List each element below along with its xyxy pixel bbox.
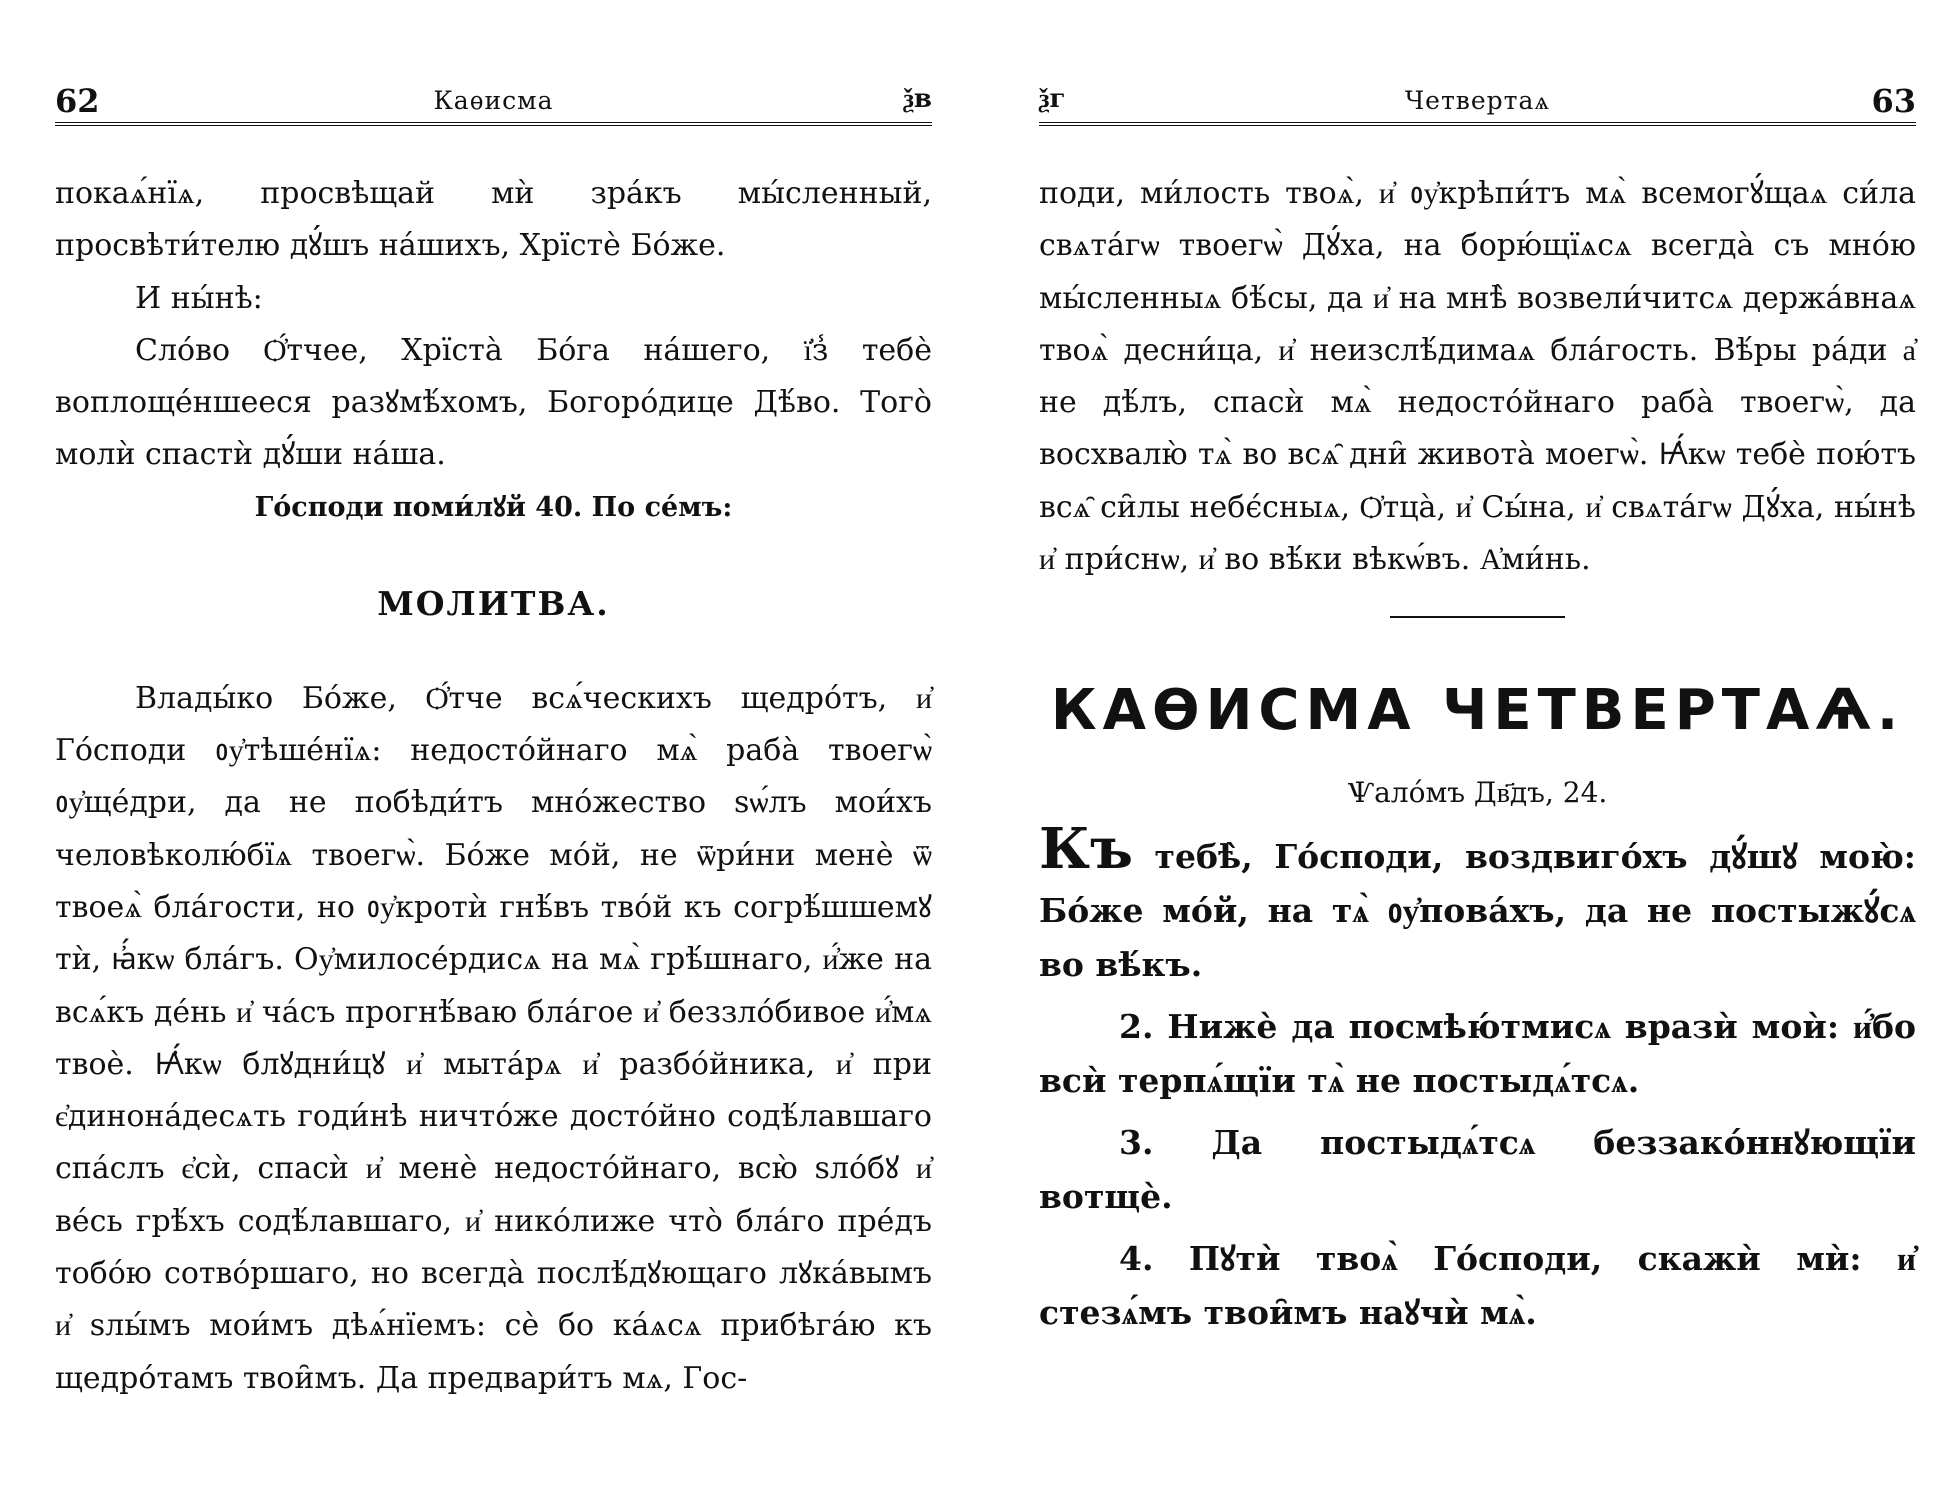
prayer-text: Влады́ко Бо́же, Ѻ҆́тче всѧ́ческихъ щедро́тъ, и҆ Го́споди ᲂу҆тѣше́нїѧ: недосто́йнаго мѧ̀ раба̀ твоегѡ̀ ᲂу҆ще́дри, да не побѣди́тъ мно́жество ѕѡ́лъ мои́хъ человѣколю́бїѧ твоегѡ̀. Бо́же мо́й, не ѿри́ни менѐ ѿ твоеѧ̀ бла́гости, но ᲂу҆кротѝ гнѣ́въ тво́й къ согрѣ́шшемꙋ тѝ, ꙗ҆́кѡ бла́гъ. Оу҆милосе́рдисѧ на мѧ̀ грѣ́шнаго, и҆́же на всѧ́къ де́нь и҆ ча́съ прогнѣ́ваю бла́гое и҆ беззло́бивое и҆́мѧ твоѐ. Ꙗ҆́кѡ блꙋдни́цꙋ и҆ мыта́рѧ и҆ разбо́йника, и҆ при є҆динона́десѧть годи́нѣ ничто́же досто́йно содѣ́лавшаго спа́слъ є҆сѝ, спасѝ и҆ менѐ недосто́йнаго, всю̀ ѕло́бꙋ и҆ ве́сь грѣ́хъ содѣ́лавшаго, и҆ нико́лиже что̀ бла́го пре́дъ тобо́ю сотво́ршаго, но всегда̀ послѣ́дꙋющаго лꙋка́вымъ и҆ ѕлы́мъ мои́мъ дѣѧ́нїемъ: сѐ бо ка́ѧсѧ прибѣга́ю къ щедро́тамъ твои̑мъ. Да предвари́тъ мѧ, Гос-: [55, 680, 932, 1396]
running-title: Четвертаѧ: [1404, 86, 1551, 115]
running-title: Каѳисма: [433, 86, 554, 115]
drop-cap: Къ: [1039, 816, 1133, 883]
left-running-head: [55, 78, 932, 126]
lord-have-mercy-rubric: Го́споди поми́лꙋй 40. По се́мъ:: [254, 491, 733, 523]
troparion-ending: покаѧ́нїѧ, просвѣщай мѝ зра́къ мы́сленный, просвѣти́телю дꙋ́шъ на́шихъ, Хрїстѐ Бо́же.: [55, 176, 932, 264]
psalm-verse-4: 4. Пꙋтѝ твоѧ̀ Го́споди, скажѝ мѝ: и҆ стезѧ́мъ твои̑мъ наꙋчѝ мѧ̀.: [1039, 1239, 1916, 1333]
psalm-subtitle: Ѱало́мъ Дв҃дъ, 24.: [1347, 776, 1608, 810]
psalm-verse-1: [1039, 816, 1916, 992]
page-number: 63: [1871, 82, 1916, 120]
kathisma-title: КАѲИСМА ЧЕТВЕРТАѦ.: [1050, 678, 1905, 744]
psalm-verse-3: 3. Да постыдѧ́тсѧ беззако́ннꙋющїи вотщѐ.: [1039, 1123, 1916, 1217]
psalm-verse-2: 2. Нижѐ да посмѣю́тмисѧ вразѝ моѝ: и҆́бо всѝ терпѧ́щїи тѧ̀ не постыдѧ́тсѧ.: [1039, 1007, 1916, 1101]
prayer-heading: МОЛИТВА.: [377, 583, 610, 623]
left-page-body: [55, 168, 932, 1405]
church-slavonic-folio: ѯг: [1039, 84, 1066, 114]
church-slavonic-folio: ѯв: [903, 84, 932, 114]
psalm-verse-1-text: тебѣ̀, Го́споди, воздвиго́хъ дꙋ́шꙋ мою̀: Бо́же мо́й, на тѧ̀ ᲂу҆пова́хъ, да не постыжꙋ́сѧ во вѣ́къ.: [1039, 837, 1916, 985]
right-page: [971, 0, 1942, 1500]
right-page-body: [1039, 168, 1916, 1340]
and-now-rubric: И ны́нѣ:: [135, 280, 263, 316]
theotokion: Сло́во Ѻ҆́тчее, Хрїста̀ Бо́га на́шего, ї҆з̾ тебѐ воплоще́ншееся разꙋмѣ́хомъ, Богоро́дице Дѣ́во. Того̀ молѝ спастѝ дꙋ́ши на́ша.: [55, 332, 932, 473]
prayer-continuation: поди, ми́лость твоѧ̀, и҆ ᲂу҆крѣпи́тъ мѧ̀ всемогꙋ́щаѧ си́ла свѧта́гѡ твоегѡ̀ Дꙋ́ха, на борю́щїѧсѧ всегда̀ съ мно́ю мы́сленныѧ бѣ́сы, да и҆ на мнѣ̀ возвели́читсѧ держа́внаѧ твоѧ̀ десни́ца, и҆ неизслѣ́димаѧ бла́гость. Вѣ́ры ра́ди а҆ не дѣ́лъ, спасѝ мѧ̀ недосто́йнаго раба̀ твоегѡ̀, да восхвалю̀ тѧ̀ во всѧ̑ дни̑ живота̀ моегѡ̀. Ꙗ҆́кѡ тебѐ пою́тъ всѧ̑ си̑лы небє́сныѧ, Ѻ҆тца̀, и҆ Сы́на, и҆ свѧта́гѡ Дꙋ́ха, ны́нѣ и҆ при́снѡ, и҆ во вѣ́ки вѣкѡ́въ. А҆ми́нь.: [1039, 176, 1916, 578]
page-number: 62: [55, 82, 100, 120]
right-running-head: [1039, 78, 1916, 126]
